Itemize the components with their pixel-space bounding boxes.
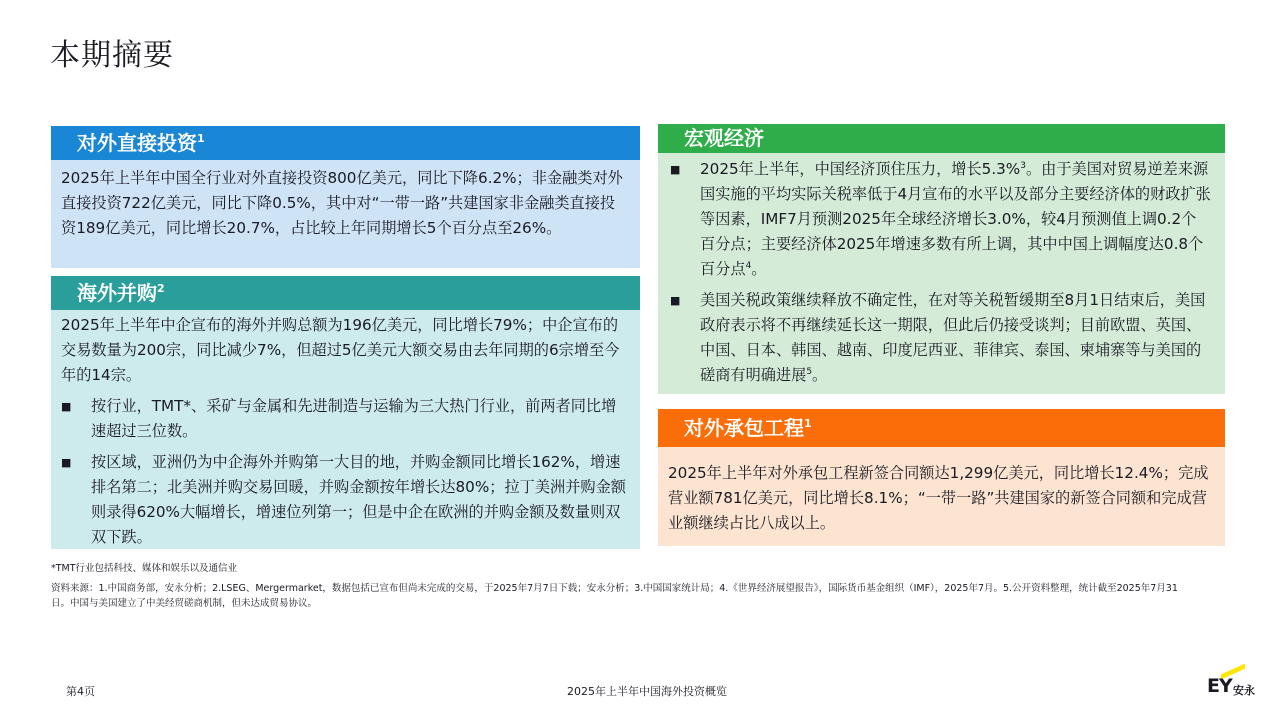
- macro-panel: [658, 124, 1225, 394]
- ma-bullet: [61, 450, 626, 550]
- ma-panel: [51, 276, 640, 549]
- contract-panel: [658, 409, 1225, 546]
- ma-bullet-text: 按行业，TMT*、采矿与金属和先进制造与运输为三大热门行业，前两者同比增速超过三位数。: [91, 397, 617, 440]
- macro-bullet: [670, 288, 1211, 388]
- ma-body: [51, 310, 640, 549]
- ma-heading: 海外并购: [77, 281, 157, 305]
- macro-ref: 4: [745, 261, 752, 271]
- contract-header: [658, 409, 1225, 447]
- odi-body: [51, 160, 640, 268]
- square-bullet-icon: ■: [670, 294, 681, 307]
- ma-header: [51, 276, 640, 310]
- macro-bullet-text: [700, 288, 1211, 388]
- contract-text: 2025年上半年对外承包工程新签合同额达1,299亿美元，同比增长12.4%；完成营业额781亿美元，同比增长8.1%；“一带一路”共建国家的新签合同额和完成营业额继续占比八成以上。: [668, 464, 1209, 532]
- odi-panel: [51, 126, 640, 268]
- contract-body: [658, 447, 1225, 546]
- ey-logo: [1207, 665, 1259, 701]
- sources-note: 资料来源：1.中国商务部，安永分析；2.LSEG、Mergermarket，数据包括已宣布但尚未完成的交易，于2025年7月7日下载；安永分析；3.中国国家统计局；4.《世界经济展望报告》，国际货币基金组织（IMF），2025年7月。5.公开资料整理，统计截至2025年7月31日。中国与美国建立了中美经贸磋商机制，但未达成贸易协议。: [51, 583, 1178, 609]
- ma-text: 2025年上半年中企宣布的海外并购总额为196亿美元，同比增长79%；中企宣布的交易数量为200宗，同比减少7%，但超过5亿美元大额交易由去年同期的6宗增至今年的14宗。: [61, 316, 620, 384]
- ma-bullet: [61, 394, 626, 444]
- odi-heading: 对外直接投资: [77, 131, 197, 155]
- odi-header: [51, 126, 640, 160]
- macro-bullet: [670, 157, 1211, 282]
- ma-bullet-text: 按区域，亚洲仍为中企海外并购第一大目的地，并购金额同比增长162%，增速排名第二；北美洲并购交易回暖，并购金额按年增长达80%；拉丁美洲并购金额则录得620%大幅增长，增速位列第一；但是中企在欧洲的并购金额及数量则双双下跌。: [91, 453, 626, 546]
- square-bullet-icon: ■: [61, 456, 72, 469]
- macro-text-a: 2025年上半年，中国经济顶住压力，增长5.3%: [700, 160, 1021, 178]
- contract-heading: 对外承包工程: [684, 416, 804, 440]
- macro-text-a: 美国关税政策继续释放不确定性，在对等关税暂缓期至8月1日结束后，美国政府表示将不再继续延长这一期限，但此后仍接受谈判；目前欧盟、英国、中国、日本、韩国、越南、印度尼西亚、菲律宾、泰国、柬埔寨等与美国的磋商有明确进展: [700, 291, 1206, 384]
- macro-header: [658, 124, 1225, 153]
- macro-ref: 5: [806, 367, 813, 377]
- document-title: 2025年上半年中国海外投资概览: [567, 685, 727, 698]
- macro-text-b: 。: [812, 366, 828, 384]
- square-bullet-icon: ■: [670, 163, 681, 176]
- macro-ref: 3: [1020, 161, 1026, 171]
- logo-text: EY: [1207, 675, 1232, 697]
- logo-cn-text: 安永: [1233, 684, 1255, 697]
- macro-text-c: 。: [751, 260, 767, 278]
- macro-text-b: 。由于美国对贸易逆差来源国实施的平均实际关税率低于4月宣布的水平以及部分主要经济体的财政扩张等因素，IMF7月预测2025年全球经济增长3.0%，较4月预测值上调0.2个百分点；主要经济体2025年增速多数有所上调，其中中国上调幅度达0.8个百分点: [700, 160, 1211, 278]
- footnote: *TMT行业包括科技、媒体和娱乐以及通信业: [51, 563, 238, 574]
- macro-body: [658, 153, 1225, 394]
- square-bullet-icon: ■: [61, 400, 72, 413]
- page-number: 第4页: [66, 685, 95, 698]
- page-title: 本期摘要: [50, 38, 174, 73]
- odi-ref: 1: [197, 132, 205, 145]
- macro-heading: 宏观经济: [684, 126, 764, 150]
- macro-bullet-text: [700, 157, 1211, 282]
- contract-ref: 1: [804, 417, 812, 430]
- ma-ref: 2: [157, 282, 165, 295]
- odi-text: 2025年上半年中国全行业对外直接投资800亿美元，同比下降6.2%；非金融类对外直接投资722亿美元，同比下降0.5%，其中对“一带一路”共建国家非金融类直接投资189亿美元，同比增长20.7%，占比较上年同期增长5个百分点至26%。: [61, 169, 623, 237]
